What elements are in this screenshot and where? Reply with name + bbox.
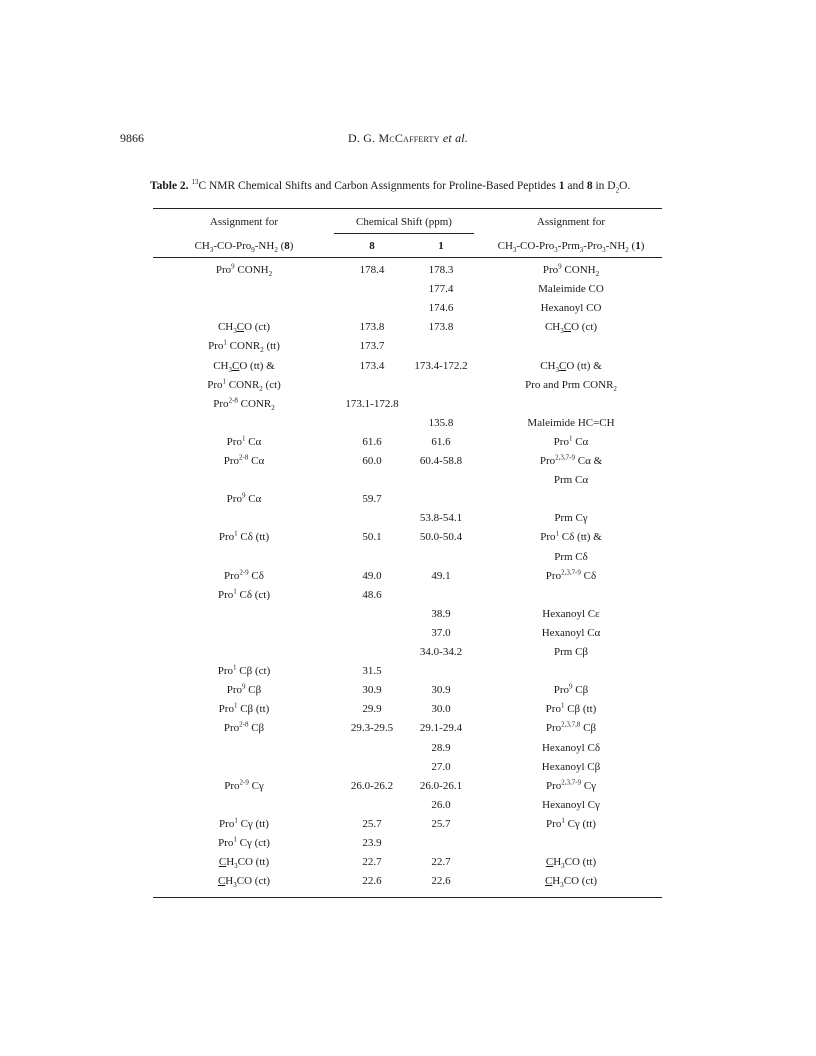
left-compound-header: $CH_3-CO-Pro_9-NH_2$ (8) [194, 240, 294, 255]
left-assignment-cell: $CH_3CO$ (ct) [217, 321, 271, 336]
shift-1-cell: 26.0 [431, 798, 451, 811]
shift-8-cell: 61.6 [362, 435, 382, 448]
chemical-shift-subrule [334, 233, 474, 234]
right-assignment-cell: Pro$^{2,3,7,8}$ Cβ [545, 720, 597, 735]
shift-8-cell: 173.7 [359, 340, 385, 353]
shift-8-cell: 31.5 [362, 665, 382, 678]
shift-1-cell: 26.0-26.1 [419, 779, 463, 792]
right-assignment-header: Assignment for [536, 216, 606, 228]
shift-8-cell: 59.7 [362, 493, 382, 506]
shift-8-cell: 178.4 [359, 264, 385, 276]
right-assignment-cell: $CH_3CO$ (ct) [544, 875, 598, 890]
right-assignment-cell: Pro$^1$ Cγ (tt) [546, 816, 596, 830]
shift-8-cell: 29.9 [362, 703, 382, 716]
running-header [0, 131, 816, 151]
right-assignment-cell: Hexanoyl CO [540, 302, 602, 315]
shift-1-cell: 61.6 [431, 435, 451, 448]
shift-1-cell: 28.9 [431, 741, 451, 754]
chemical-shift-header: Chemical Shift (ppm) [356, 216, 452, 228]
left-assignment-header: Assignment for [209, 216, 279, 228]
shift-1-cell: 22.7 [431, 856, 451, 869]
right-assignment-cell: Prm Cγ [554, 512, 588, 525]
table-caption-label: Table 2. [150, 180, 189, 192]
shift-8-cell: 29.3-29.5 [350, 722, 394, 735]
left-assignment-cell: Pro$^{2-9}$ Cδ [224, 567, 264, 582]
header-bottom-rule [153, 257, 662, 258]
shift-1-cell: 30.9 [431, 684, 451, 697]
right-assignment-cell: Prm Cβ [553, 646, 589, 658]
left-assignment-cell: Pro$^1$ Cδ (ct) [217, 587, 271, 601]
left-assignment-cell: Pro$^9$ $CONH_2$ [215, 262, 273, 279]
shift-1-cell: 174.6 [428, 302, 454, 315]
left-assignment-cell: Pro$^1$ Cγ (tt) [219, 816, 269, 830]
shift-1-cell: 50.0-50.4 [419, 531, 463, 544]
left-assignment-cell: Pro$^1$ Cγ (ct) [218, 835, 270, 849]
right-assignment-cell: Hexanoyl Cα [541, 626, 601, 639]
right-assignment-cell: Prm Cδ [554, 550, 588, 563]
right-assignment-cell: Pro and Prm $CONR_2$ [525, 378, 617, 393]
column-1-header: 1 [438, 240, 444, 252]
shift-1-cell: 27.0 [431, 760, 451, 773]
left-assignment-cell: Pro$^1$ $CONR_2$ (tt) [208, 338, 280, 355]
shift-8-cell: 23.9 [362, 837, 382, 849]
left-assignment-cell: Pro$^1$ Cδ (tt) [218, 529, 270, 544]
right-compound-header: $CH_3-CO-Pro_3-Prm_3-Pro_3-NH_2$ (1) [497, 240, 645, 255]
right-assignment-cell: Maleimide CO [538, 283, 604, 296]
right-assignment-cell: Prm Cα [553, 474, 589, 487]
running-head-authors: D. G. McCafferty et al. [347, 131, 469, 145]
shift-8-cell: 173.1-172.8 [345, 397, 399, 410]
shift-8-cell: 49.0 [362, 569, 382, 582]
left-assignment-cell: Pro$^1$ $CONR_2$ (ct) [207, 376, 281, 393]
shift-1-cell: 38.9 [431, 607, 451, 620]
column-8-header: 8 [369, 240, 375, 252]
left-assignment-cell: $CH_3CO$ (tt) [218, 856, 270, 871]
left-assignment-cell: Pro$^1$ Cβ (tt) [218, 701, 270, 716]
shift-8-cell: 25.7 [362, 817, 382, 830]
right-assignment-cell: Maleimide HC=CH [527, 416, 615, 429]
left-assignment-cell: $CH_3CO$ (ct) [217, 875, 271, 890]
left-assignment-cell: Pro$^9$ Cα [226, 491, 262, 506]
shift-1-cell: 34.0-34.2 [419, 646, 463, 658]
shift-1-cell: 60.4-58.8 [419, 455, 463, 467]
right-assignment-cell: Pro$^1$ Cδ (tt) & [540, 529, 602, 544]
shift-1-cell: 173.4-172.2 [414, 359, 468, 372]
shift-1-cell: 37.0 [431, 626, 451, 639]
right-assignment-cell: Pro$^1$ Cβ (tt) [545, 701, 597, 716]
page-number: 9866 [120, 131, 144, 145]
right-assignment-cell: Pro$^9$ Cβ [553, 682, 589, 697]
right-assignment-cell: Pro$^1$ Cα [553, 434, 589, 448]
right-assignment-cell: Hexanoyl Cε [542, 607, 600, 620]
right-assignment-cell: Hexanoyl Cγ [542, 798, 600, 811]
table-caption [150, 178, 670, 195]
left-assignment-cell: Pro$^{2-9}$ Cγ [224, 778, 264, 792]
right-assignment-cell: Pro$^{2,3,7-9}$ Cα & [539, 453, 603, 467]
table-top-rule [153, 208, 662, 209]
right-assignment-cell: Pro$^{2,3,7-9}$ Cγ [545, 778, 597, 792]
left-assignment-cell: Pro$^{2-8}$ $CONR_2$ [213, 396, 275, 412]
shift-1-cell: 29.1-29.4 [419, 722, 463, 735]
left-assignment-cell: Pro$^9$ Cβ [226, 682, 262, 697]
table-bottom-rule [153, 897, 662, 898]
shift-1-cell: 30.0 [431, 703, 451, 716]
shift-1-cell: 49.1 [431, 569, 451, 582]
left-assignment-cell: $CH_3CO$ (tt) & [213, 359, 275, 374]
shift-1-cell: 22.6 [431, 875, 451, 888]
right-assignment-cell: Hexanoyl Cδ [541, 741, 601, 754]
shift-8-cell: 30.9 [362, 684, 382, 697]
left-assignment-cell: Pro$^{2-8}$ Cα [223, 453, 265, 467]
right-assignment-cell: Hexanoyl Cβ [541, 760, 601, 773]
right-assignment-cell: $CH_3CO$ (tt) [545, 856, 597, 871]
shift-1-cell: 53.8-54.1 [419, 512, 463, 525]
table-caption-text: $^{13}$C NMR Chemical Shifts and Carbon Assignments for Proline-Based Peptides 1 and 8 in $D_2O$. [191, 178, 631, 195]
shift-8-cell: 22.7 [362, 856, 382, 869]
shift-8-cell: 173.4 [359, 359, 385, 372]
right-assignment-cell: $CH_3CO$ (ct) [544, 321, 598, 336]
shift-1-cell: 25.7 [431, 817, 451, 830]
shift-8-cell: 48.6 [362, 588, 382, 601]
right-assignment-cell: Pro$^9$ $CONH_2$ [542, 262, 600, 279]
shift-8-cell: 22.6 [362, 875, 382, 888]
left-assignment-cell: Pro$^{2-8}$ Cβ [223, 720, 265, 735]
shift-1-cell: 177.4 [428, 283, 454, 296]
shift-8-cell: 26.0-26.2 [350, 779, 394, 792]
shift-8-cell: 60.0 [362, 455, 382, 467]
shift-1-cell: 173.8 [428, 321, 454, 334]
shift-1-cell: 178.3 [428, 264, 454, 276]
shift-1-cell: 135.8 [428, 416, 454, 429]
shift-8-cell: 50.1 [362, 531, 382, 544]
left-assignment-cell: Pro$^1$ Cα [226, 434, 262, 448]
shift-8-cell: 173.8 [359, 321, 385, 334]
right-assignment-cell: $CH_3CO$ (tt) & [540, 359, 602, 374]
right-assignment-cell: Pro$^{2,3,7-9}$ Cδ [545, 567, 597, 582]
left-assignment-cell: Pro$^1$ Cβ (ct) [217, 663, 271, 678]
